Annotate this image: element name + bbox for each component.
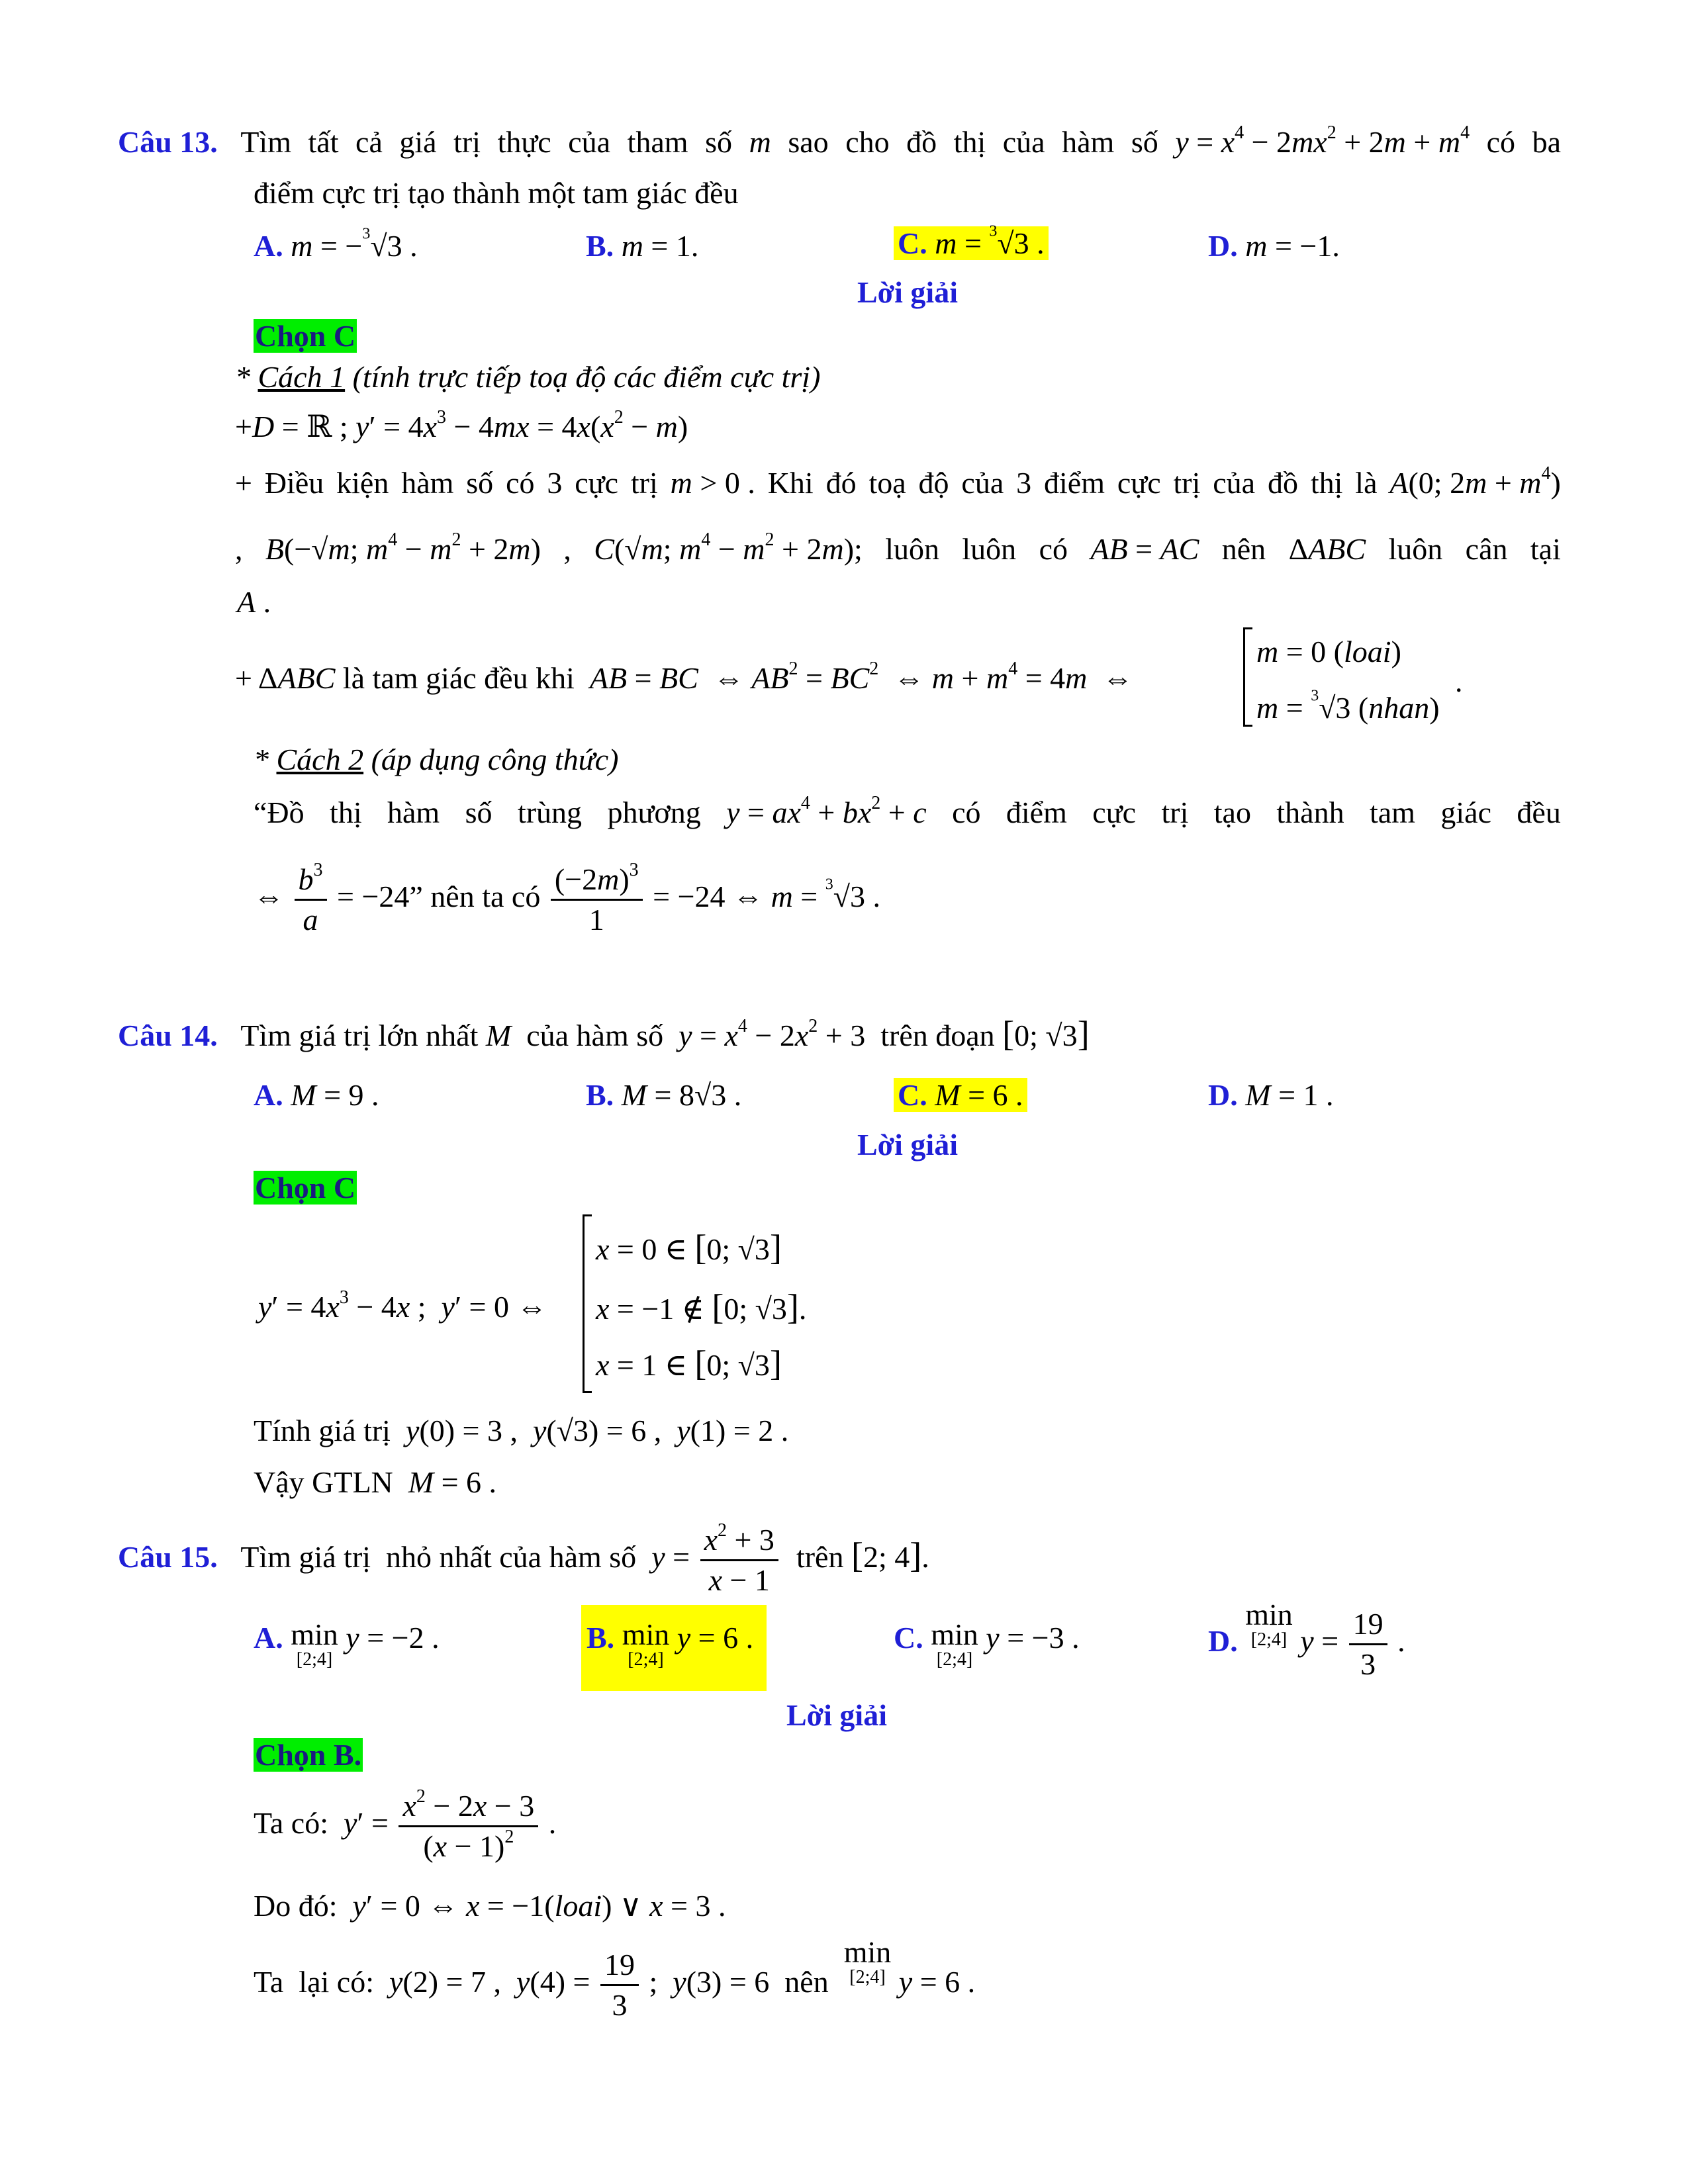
q13-answer-highlight: C. m = $^3$√3 . xyxy=(894,226,1049,260)
q15-line1: Ta có: y′ = $\frac{x^2 - 2x - 3}{(x - 1)^2}$ . xyxy=(254,1786,557,1863)
q14-option-a[interactable]: A. M = 9 . xyxy=(254,1078,379,1112)
q14-case3: x = 1 ∈ [0; √3] xyxy=(596,1343,782,1383)
q14-option-c[interactable] xyxy=(894,1072,1027,1118)
q13-case2: m = $^3$√3 (nhan) xyxy=(1256,687,1440,725)
q14-stem: Câu 14. Tìm giá trị lớn nhất M của hàm số $y = x^4 - 2x^2 + 3$ trên đoạn [0; √3] xyxy=(118,1014,1090,1054)
q15-solution-heading: Lời giải xyxy=(786,1698,887,1732)
q13-stem-line1-text xyxy=(0,0,1,1)
q14-values: Tính giá trị y(0) = 3 , y(√3) = 6 , y(1) = 2 . xyxy=(254,1414,789,1447)
q14-chosen: Chọn C xyxy=(255,1171,356,1205)
q15-label: Câu 15. xyxy=(118,1540,218,1574)
q13-stem-line2: điểm cực trị tạo thành một tam giác đều xyxy=(254,176,739,210)
q14-conclusion: Vậy GTLN M = 6 . xyxy=(254,1465,497,1499)
q13-domain-line: +D = ℝ ; $y' = 4x^3 - 4mx = 4x(x^2 - m)$ xyxy=(235,407,688,443)
q13-option-d[interactable]: D. m = −1. xyxy=(1208,229,1340,263)
q13-A-line: A . xyxy=(237,585,271,619)
q15-option-d[interactable]: D. min [2;4] y = $\frac{19}{3}$ . xyxy=(1208,1598,1405,1681)
q13-formula-line: “Đồ thị hàm số trùng phương $y = ax^4 + bx^2 + c$ có điểm cực trị tạo thành tam giác đều xyxy=(254,793,1561,829)
q14-option-d[interactable]: D. M = 1 . xyxy=(1208,1078,1334,1112)
q14-option-b[interactable]: B. M = 8√3 . xyxy=(586,1078,742,1112)
q14-solution-heading: Lời giải xyxy=(857,1128,958,1161)
q15-option-b[interactable] xyxy=(581,1605,767,1691)
q13-method1-title: * Cách 1 (tính trực tiếp toạ độ các điểm cực trị) xyxy=(235,360,821,394)
q15-line2: Do đó: y′ = 0 ⇔ x = −1(loai) ∨ x = 3 . xyxy=(254,1889,726,1923)
q15-chosen: Chọn B. xyxy=(255,1738,362,1772)
q15-option-a[interactable]: A. min [2;4] y = −2 . xyxy=(254,1617,440,1670)
q15-line3: Ta lại có: y(2) = 7 , y(4) = $\frac{19}{3}$ ; y(3) = 6 nên min [2;4] y = 6 . xyxy=(254,1935,976,2022)
q13-case1: m = 0 (loai) xyxy=(1256,635,1401,668)
q13-label: Câu 13. xyxy=(118,125,218,159)
q13-case-bracket xyxy=(1243,627,1245,727)
q13-chosen: Chọn C xyxy=(255,319,356,353)
q14-derivative: $y' = 4x^3 - 4x$ ; y′ = 0 ⇔ xyxy=(258,1287,547,1324)
q15-option-c[interactable]: C. min [2;4] y = −3 . xyxy=(894,1617,1080,1670)
q13-option-c[interactable] xyxy=(894,218,1049,269)
q14-answer-highlight: C. M = 6 . xyxy=(894,1078,1027,1112)
q13-points-line: , B(−√m; $m^4 - m^2 + 2m$) , C(√m; $m^4 - m^2 + 2m$); luôn luôn có AB = AC nên ΔABC luôn cân tại xyxy=(235,529,1561,566)
q14-case-bracket xyxy=(583,1214,585,1393)
q13-equilateral-line: + ΔABC là tam giác đều khi AB = BC ⇔ $AB^2 = BC^2$ ⇔ $m + m^4 = 4m$ ⇔ xyxy=(235,659,1133,695)
q13-solution-heading: Lời giải xyxy=(857,275,958,309)
q13-condition-line: + Điều kiện hàm số có 3 cực trị m > 0 . Khi đó toạ độ của 3 điểm cực trị của đồ thị là A(0; $2m + m^4$) xyxy=(235,463,1561,500)
q14-case2: x = −1 ∉ [0; √3]. xyxy=(596,1287,807,1327)
q13-option-a[interactable]: A. m = −$^3$√3 . xyxy=(254,225,418,263)
q13-case-period: . xyxy=(1455,664,1463,698)
q15-answer-highlight: B. min [2;4] y = 6 . xyxy=(586,1617,754,1670)
q13-formula-line2: ⇔ $\frac{b^3}{a}$ = −24” nên ta có $\frac{(-2m)^3}{1}$ = −24 ⇔ m = $^3$√3 . xyxy=(254,859,880,936)
q13-stem-line1: Câu 13. Tìm tất cả giá trị thực của tham số m sao cho đồ thị của hàm số $y = x^4 - 2mx^2 + 2m + m^4$ có ba xyxy=(118,122,1561,159)
q13-option-b[interactable]: B. m = 1. xyxy=(586,229,699,263)
q14-label: Câu 14. xyxy=(118,1019,218,1052)
q14-case1: x = 0 ∈ [0; √3] xyxy=(596,1228,782,1267)
q15-stem: Câu 15. Tìm giá trị nhỏ nhất của hàm số y = $\frac{x^2 + 3}{x - 1}$ trên [2; 4]. xyxy=(118,1520,929,1597)
q13-method2-title: * Cách 2 (áp dụng công thức) xyxy=(254,743,619,776)
